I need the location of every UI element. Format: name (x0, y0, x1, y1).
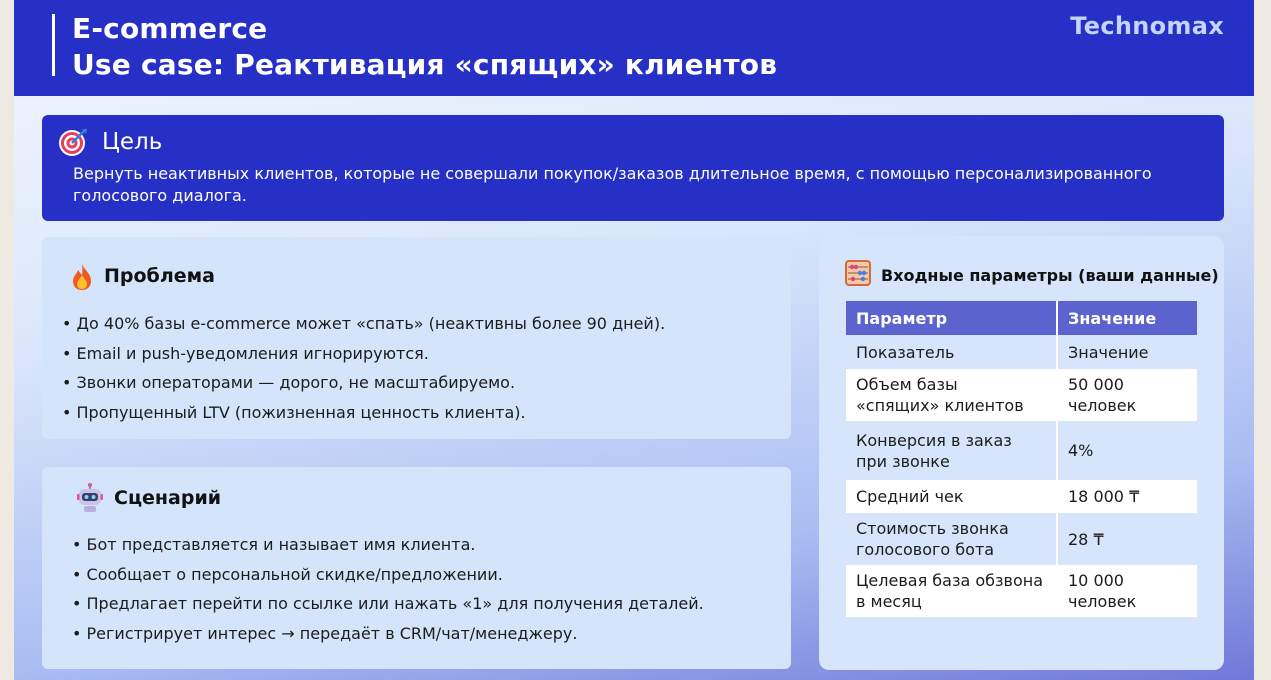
target-icon (58, 127, 88, 157)
input-params-card (819, 236, 1224, 670)
scenario-card (42, 467, 791, 669)
table-cell: Стоимость звонка голосового бота (846, 513, 1057, 565)
page-title: E-commerce (72, 12, 268, 45)
table-cell: Конверсия в заказ при звонке (846, 421, 1057, 480)
table-header-row (846, 301, 1197, 335)
table-cell: Объем базы «спящих» клиентов (846, 369, 1057, 421)
table-cell: 10 000 человек (1057, 565, 1197, 617)
table-cell: Значение (1057, 335, 1197, 369)
list-item: • Регистрирует интерес → передаёт в CRM/чат/менеджеру. (72, 623, 578, 643)
table-cell: Средний чек (846, 480, 1057, 513)
list-item: • Пропущенный LTV (пожизненная ценность клиента). (62, 402, 526, 422)
slide (14, 0, 1254, 680)
fire-icon (69, 263, 95, 295)
list-item: • Бот представляется и называет имя клиента. (72, 535, 476, 554)
column-header: Значение (1057, 301, 1197, 335)
list-item: • Email и push-уведомления игнорируются. (62, 343, 429, 363)
table-cell: 4% (1057, 421, 1197, 480)
table-cell: 18 000 ₸ (1057, 480, 1197, 513)
scenario-list (72, 530, 704, 648)
table-cell: Показатель (846, 335, 1057, 369)
abacus-icon (845, 260, 871, 290)
brand-logo: Technomax (1070, 12, 1224, 40)
table-row (846, 369, 1197, 421)
table-cell: 28 ₸ (1057, 513, 1197, 565)
params-table (846, 301, 1197, 617)
problem-card (42, 237, 791, 439)
problem-title: Проблема (104, 265, 215, 287)
table-row (846, 513, 1197, 565)
list-item: • Предлагает перейти по ссылке или нажать «1» для получения деталей. (72, 594, 704, 614)
table-row (846, 335, 1197, 369)
goal-title: Цель (102, 129, 163, 155)
header (14, 0, 1254, 96)
table-row (846, 565, 1197, 617)
goal-description: Вернуть неактивных клиентов, которые не совершали покупок/заказов длительное время, с помощью персонализированного голосового диалога. (73, 164, 1152, 205)
table-cell: Целевая база обзвона в месяц (846, 565, 1057, 617)
list-item: • Звонки операторами — дорого, не масштабируемо. (62, 373, 516, 393)
table-row (846, 421, 1197, 480)
list-item: • Сообщает о персональной скидке/предложении. (72, 564, 503, 584)
scenario-title: Сценарий (114, 487, 222, 509)
goal-panel (42, 115, 1224, 221)
header-accent-bar (52, 14, 55, 76)
robot-icon (76, 483, 104, 517)
column-header: Параметр (846, 301, 1057, 335)
page-subtitle: Use case: Реактивация «спящих» клиентов (72, 48, 778, 81)
list-item: • До 40% базы e-commerce может «спать» (неактивны более 90 дней). (62, 314, 666, 333)
table-cell: 50 000 человек (1057, 369, 1197, 421)
params-title: Входные параметры (ваши данные) (881, 266, 1219, 285)
problem-list (62, 309, 665, 427)
table-row (846, 480, 1197, 513)
